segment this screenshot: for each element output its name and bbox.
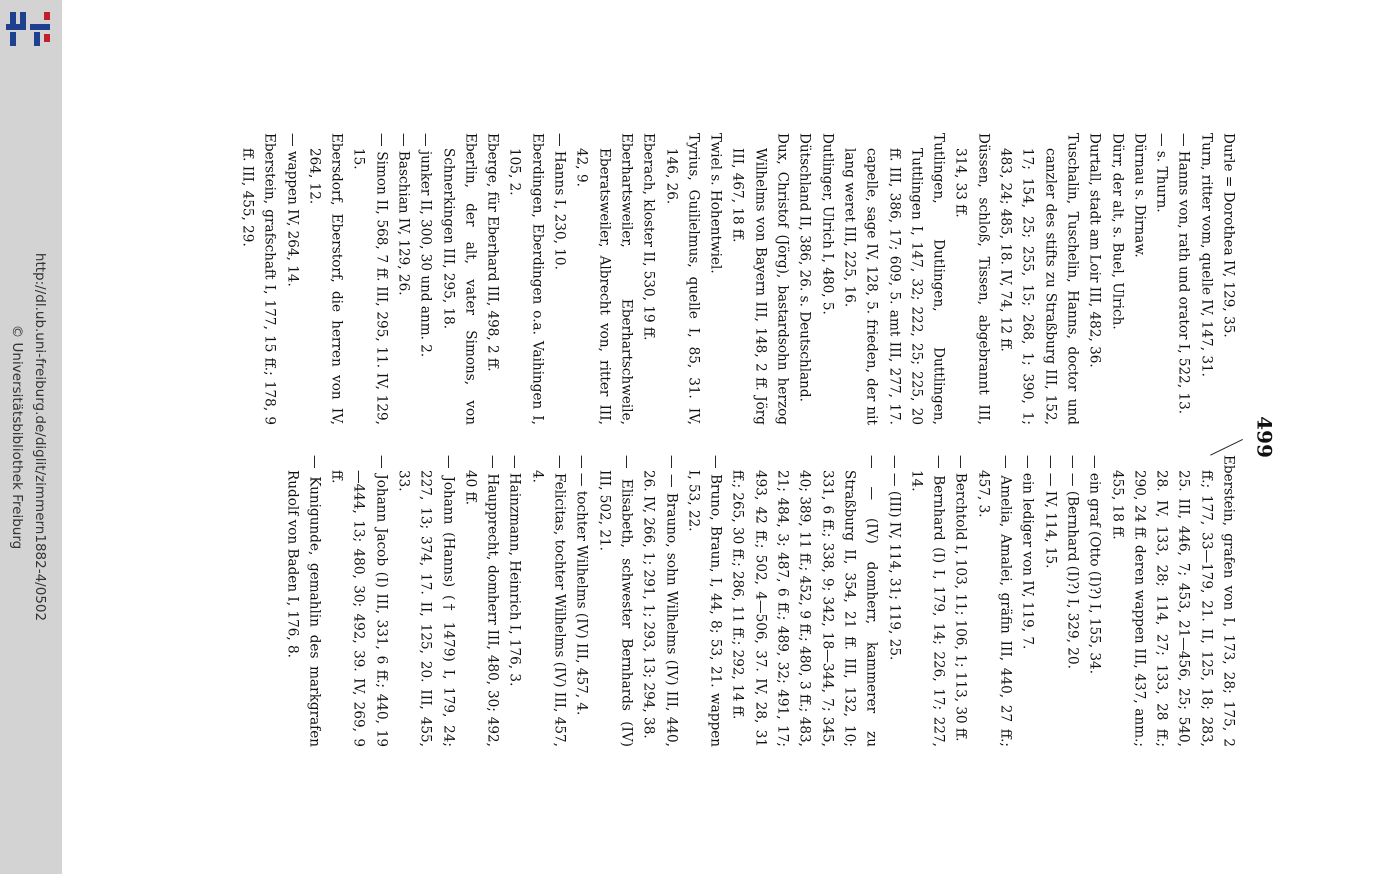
- page-number: 499: [1252, 416, 1277, 458]
- index-entry: — Elisabeth, schwester Bernhards (IV) III, 502, 21.: [596, 455, 635, 747]
- index-entry: Durle = Dorothea IV, 129, 35.: [1220, 133, 1237, 338]
- index-entry: Dutlinger, Ulrich I, 480, 5.: [819, 133, 836, 315]
- column-divider-mark: [1210, 439, 1243, 456]
- index-entry: Durtall, stadt am Loir III, 482, 36.: [1086, 133, 1103, 368]
- index-entry: — — (IV) domherr, kammerer zu Straßburg II, 354, 21 ff. III, 132, 10; 331, 6 ff.; 338, 9; 342, 18—344, 7; 345, 40; 389, 11 ff.; 452, 9 ff.; 480, 3 ff.; 483, 21; 484, 3; 487, 6 ff.; 489, 32; 491, 17; 493, 42 ff.; 502, 4—506, 37. IV, 28, 31 ff.; 265, 30 ff.; 286, 11 ff.; 292, 14 ff.: [729, 455, 880, 747]
- copyright-text: © Universitätsbibliothek Freiburg: [9, 324, 25, 550]
- index-entry: — s. Thurn.: [1153, 133, 1170, 213]
- index-entry: Eberach, kloster II, 530, 19 ff.: [640, 133, 657, 341]
- index-entry: Dürr, der alt, s. Buel, Ulrich.: [1109, 133, 1126, 330]
- index-entry: — junker II, 300, 30 und anm. 2.: [417, 133, 434, 358]
- scanned-page: [62, 0, 1393, 874]
- index-entry: — Bernhard (I) I, 179, 14; 226, 17; 227, 14.: [908, 455, 947, 747]
- index-entry: Eberdingen, Eberdingen o.a. Vaihingen I, 105, 2.: [507, 133, 546, 425]
- index-entry: Eberstein, grafschaft I, 177, 15 ff.; 178, 9 ff. III, 455, 29.: [239, 133, 278, 425]
- index-entry: Dürnau s. Dirnaw.: [1131, 133, 1148, 258]
- index-entry: — Haupprecht, domherr III, 480, 30; 492, 40 ff.: [462, 455, 501, 747]
- index-entry: — — (Bernhard (I)?) I, 329, 20.: [1064, 455, 1081, 669]
- viewer-sidebar: [0, 0, 62, 874]
- index-entry: Turn, ritter vom, quelle IV, 147, 31.: [1198, 133, 1215, 377]
- index-entry: — Hanns I, 230, 10.: [551, 133, 568, 270]
- index-entry: — ein graf (Otto (I)?) I, 155, 34.: [1086, 455, 1103, 675]
- index-entry: Eberlin, der alt, vater Simons, von Schnerkingen III, 295, 18.: [440, 133, 479, 425]
- index-entry: — Simon II, 568, 7 ff. III, 295, 11. IV, 129, 15.: [350, 133, 390, 425]
- index-column-right: [281, 455, 1240, 747]
- index-entry: — Johann Jacob (I) III, 331, 6 ff.; 440, 19—444, 13; 480, 30; 492, 39. IV, 269, 9 ff.: [328, 455, 390, 747]
- index-column-left: [236, 133, 1239, 425]
- index-entry: — — Brauno, sohn Wilhelms (IV) III, 440, 26. IV, 266, 1; 291, 1; 293, 13; 294, 38.: [640, 455, 680, 747]
- index-entry: — Baschian IV, 129, 26.: [395, 133, 412, 296]
- index-entry: — Johann (Hanns) († 1479) I, 179, 24; 227, 13; 374, 17. II, 125, 20. III, 455, 33.: [395, 455, 457, 747]
- index-entry: Ebersdorf, Eberstorf, die herren von IV, 264, 12.: [306, 133, 345, 425]
- index-entry: Eberstein, grafen von I, 173, 28; 175, 2 ff.; 177, 33—179, 21. II, 125, 18; 283, 25. III, 446, 7; 453, 21—456, 25; 540, 28. IV, 133, 28; 114, 27; 133, 28 ff.; 290, 24 ff. deren wappen III, 437, anm.; 455, 18 ff.: [1109, 455, 1237, 747]
- index-entry: — Berchtold I, 103, 11; 106, 1; 113, 30 ff.: [952, 455, 969, 742]
- source-url[interactable]: http://dl.ub.uni-freiburg.de/diglit/zimmern1882-4/0502: [32, 252, 48, 622]
- index-entry: — — tochter Wilhelms (IV) III, 457, 4.: [573, 455, 590, 716]
- index-entry: Tuschalin, Tuschelin, Hanns, doctor und canzler des stifts zu Straßburg III, 152, 17; 154, 25; 255, 15; 268, 1; 390, 1; 483, 24; 485, 18. IV, 74, 12 ff.: [997, 133, 1081, 425]
- index-entry: — Felicitas, tochter Wilhelms (IV) III, 457, 4.: [529, 455, 568, 747]
- index-entry: — — (III) IV, 114, 31; 119, 25.: [886, 455, 903, 661]
- library-logo-icon: [4, 10, 52, 50]
- index-entry: — Bruno, Braun, I, 44, 8; 53, 21. wappen I, 53, 22.: [685, 455, 724, 747]
- index-entry: Eberhartsweiler, Eberhartschweile, Eberatsweiler, Albrecht von, ritter III, 42, 9.: [573, 133, 635, 425]
- index-entry: Eberge, für Eberhard III, 498, 2 ff.: [484, 133, 501, 372]
- index-entry: — — IV, 114, 15.: [1042, 455, 1059, 569]
- index-entry: Tyrius, Guilielmus, quelle I, 85, 31. IV, 146, 26.: [663, 133, 702, 425]
- index-entry: — Hainzmann, Heinrich I, 176, 3.: [507, 455, 523, 687]
- index-entry: — Amelia, Amalei, gräfin III, 440, 27 ff.; 457, 3.: [975, 455, 1014, 747]
- document-page: [62, 0, 1393, 874]
- index-entry: — ein lediger von IV, 119, 7.: [1019, 455, 1036, 650]
- index-entry: — Hanns von, rath und orator I, 522, 13.: [1175, 133, 1192, 415]
- index-entry: Düssen, schloß, Tissen, abgebrannt III, 314, 33 ff.: [952, 133, 992, 425]
- index-entry: Dütschland II, 386, 26. s. Deutschland.: [796, 133, 813, 402]
- index-entry: Dux, Christof (Jörg), bastardsohn herzog Wilhelms von Bayern III, 148, 2 ff. Jörg III, 467, 18 ff.: [729, 133, 791, 425]
- index-entry: Twiel s. Hohentwiel.: [707, 133, 724, 274]
- index-entry: — wappen IV, 264, 14.: [284, 133, 301, 287]
- index-entry: — Kunigunde, gemahlin des markgrafen Rudolf von Baden I, 176, 8.: [284, 455, 323, 747]
- index-entry: Tutlingen, Dutlingen, Duttlingen, Tuttlingen I, 147, 32; 222, 25; 225, 20 ff. III, 386, 17; 609, 5. amt III, 277, 17. capelle, sage IV, 128, 5. frieden, der nit lang weret III, 225, 16.: [841, 133, 947, 425]
